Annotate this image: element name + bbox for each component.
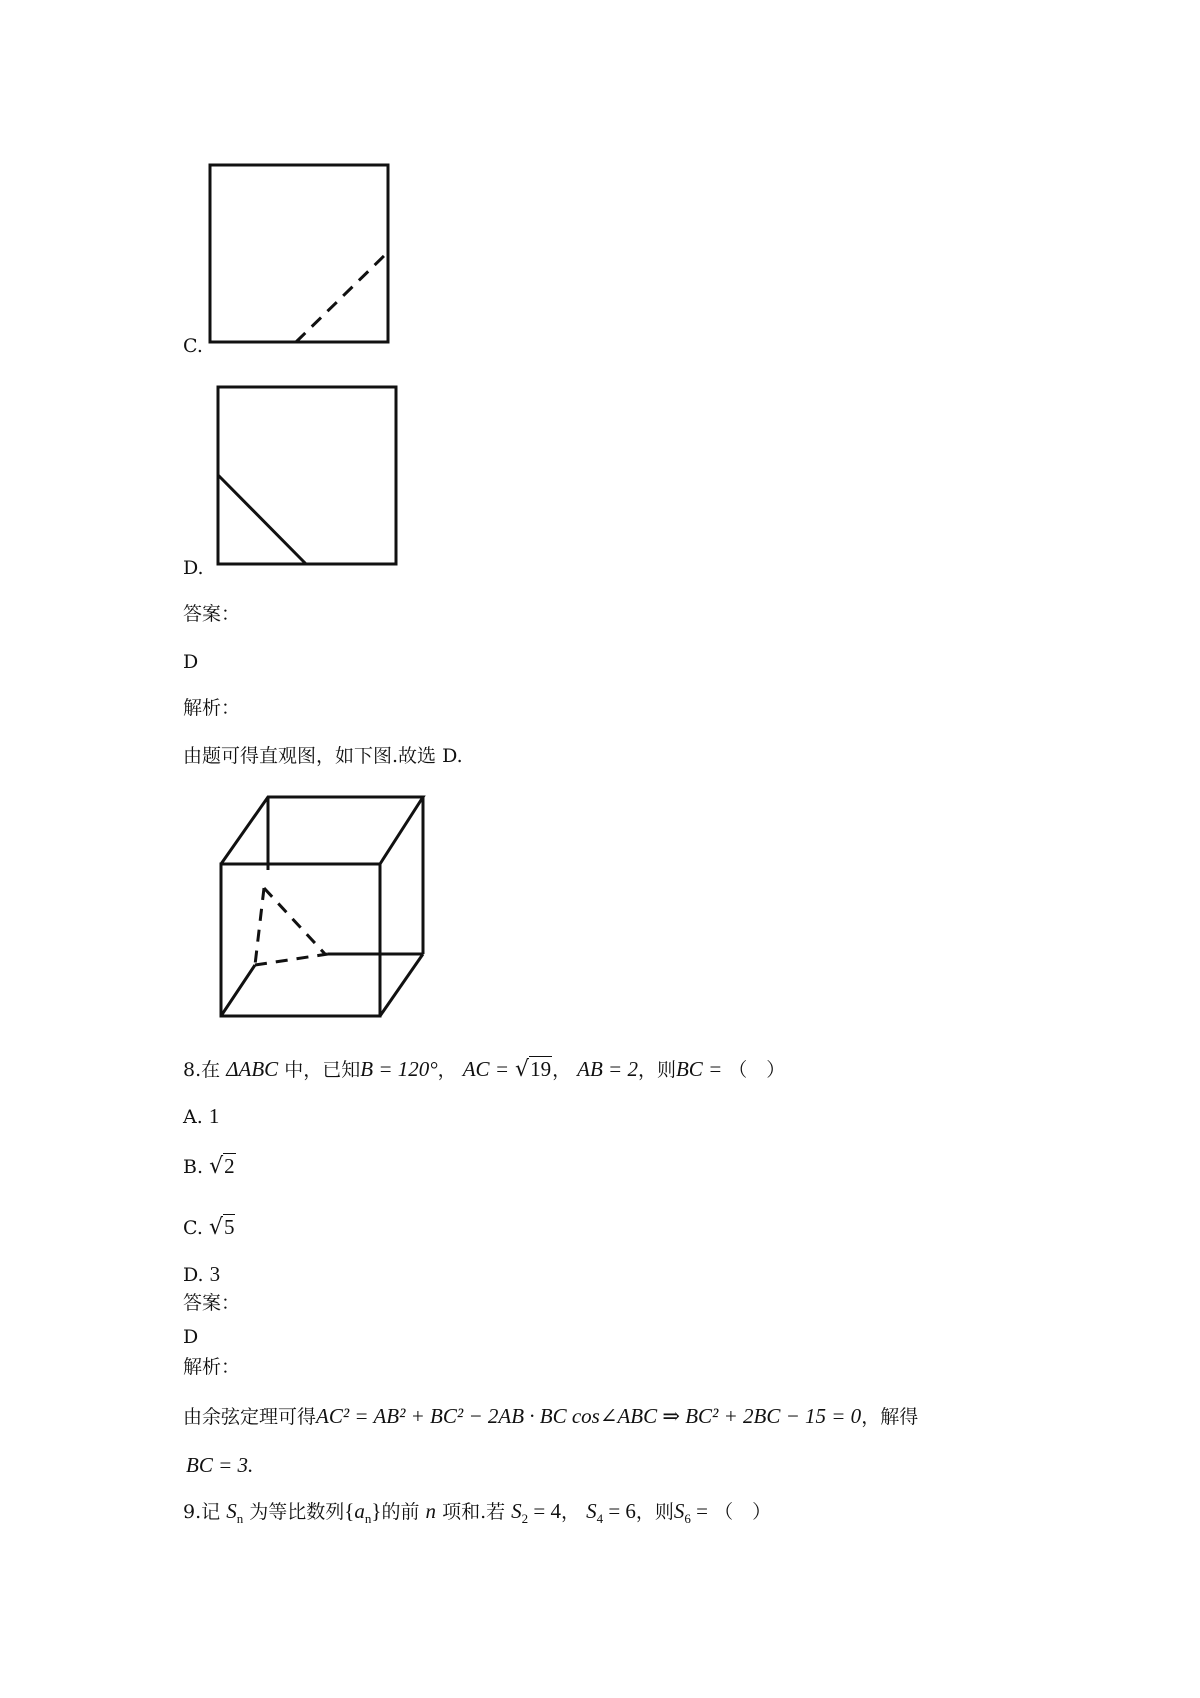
q8-option-c-sqrt: √5 — [208, 1215, 235, 1240]
q8-cond-ab: AB = 2 — [577, 1057, 638, 1081]
analysis-text: 由题可得直观图，如下图.故选 D. — [183, 745, 463, 767]
q9-s4-value: = 6 — [603, 1499, 636, 1523]
q8-option-d-label: D. — [183, 1264, 204, 1286]
question-8 — [183, 1058, 785, 1081]
q9-s2: $S_2$ — [511, 1499, 529, 1527]
q8-option-c-label: C. — [183, 1217, 203, 1239]
question-9 — [183, 1500, 771, 1530]
q8-triangle: ΔABC — [226, 1057, 279, 1081]
q8-option-c — [183, 1216, 235, 1239]
q8-option-b-label: B. — [183, 1156, 204, 1178]
q8-number: 8. — [183, 1059, 202, 1081]
q9-text-4: 项和.若 — [442, 1501, 506, 1523]
q9-seq-open: { — [344, 1499, 355, 1523]
q8-option-d-value: 3 — [209, 1262, 221, 1286]
q9-seq-a: $a_n$ — [354, 1499, 372, 1527]
q8-comma-2: ， — [552, 1059, 572, 1081]
q8-option-c-value: 5 — [223, 1215, 235, 1239]
cube-bottom-left-edge — [221, 965, 255, 1016]
q9-comma-2: ，则 — [635, 1501, 674, 1523]
q8-analysis-tail: ，解得 — [861, 1406, 919, 1428]
q8-cond-b: B = 120° — [360, 1057, 438, 1081]
cube-dashed-edge-2 — [264, 888, 325, 954]
q9-seq-close: } — [371, 1499, 382, 1523]
q8-sqrt-19: √19 — [515, 1057, 552, 1082]
q9-n: n — [425, 1499, 437, 1523]
q8-ask: BC = — [675, 1057, 723, 1081]
q9-text-3: 的前 — [381, 1501, 420, 1523]
q8-analysis-lead: 由余弦定理可得 — [183, 1406, 317, 1428]
q8-comma-1: ， — [437, 1059, 457, 1081]
q8-paren: （ ） — [728, 1059, 786, 1081]
q9-text-2: 为等比数列 — [249, 1501, 345, 1523]
q8-text-zhong: 中，已知 — [284, 1059, 361, 1081]
q9-number: 9. — [183, 1501, 202, 1523]
q8-option-b — [183, 1155, 236, 1178]
q8-answer-value: D — [183, 1326, 199, 1348]
q9-sn: $S_n$ — [226, 1499, 244, 1527]
option-c-label: C. — [183, 335, 203, 357]
q8-sqrt-19-value: 19 — [530, 1057, 552, 1081]
cube-dashed-edge-3 — [255, 954, 328, 965]
answer-value: D — [183, 651, 199, 673]
cube-bottom-right-edge — [380, 954, 423, 1016]
analysis-label: 解析： — [183, 697, 241, 719]
q9-text-1: 记 — [201, 1501, 221, 1523]
q9-paren: （ ） — [714, 1501, 772, 1523]
q8-option-b-sqrt: √2 — [209, 1154, 235, 1179]
cube-top-edges — [221, 797, 423, 864]
q8-comma-3: ，则 — [637, 1059, 676, 1081]
q8-answer-label: 答案： — [183, 1292, 241, 1314]
answer-label: 答案： — [183, 603, 241, 625]
q8-option-a-label: A. — [183, 1106, 203, 1128]
cube-dashed-edge-1 — [255, 888, 264, 965]
option-d-label: D. — [183, 557, 204, 579]
q8-analysis-formula: AC² = AB² + BC² − 2AB · BC cos∠ABC ⇒ BC² + 2BC − 15 = 0 — [316, 1404, 862, 1428]
q8-cond-ac: AC = — [462, 1057, 509, 1081]
q9-comma-1: ， — [561, 1501, 581, 1523]
q9-s2-value: = 4 — [528, 1499, 561, 1523]
q8-analysis-line-2 — [186, 1454, 253, 1477]
q8-option-d — [183, 1263, 220, 1286]
q8-text-in: 在 — [201, 1059, 221, 1081]
q8-analysis-line-1 — [183, 1405, 918, 1428]
cube-front-face — [221, 864, 380, 1016]
q8-option-a-value: 1 — [208, 1104, 220, 1128]
q9-s6-eq: = — [690, 1499, 709, 1523]
q9-s6: $S_6$ — [673, 1499, 691, 1527]
q8-analysis-label: 解析： — [183, 1356, 241, 1378]
q9-s4: $S_4$ — [586, 1499, 604, 1527]
q8-analysis-result: BC = 3. — [186, 1453, 254, 1477]
q8-option-b-value: 2 — [224, 1154, 235, 1178]
q8-option-a — [183, 1105, 219, 1128]
